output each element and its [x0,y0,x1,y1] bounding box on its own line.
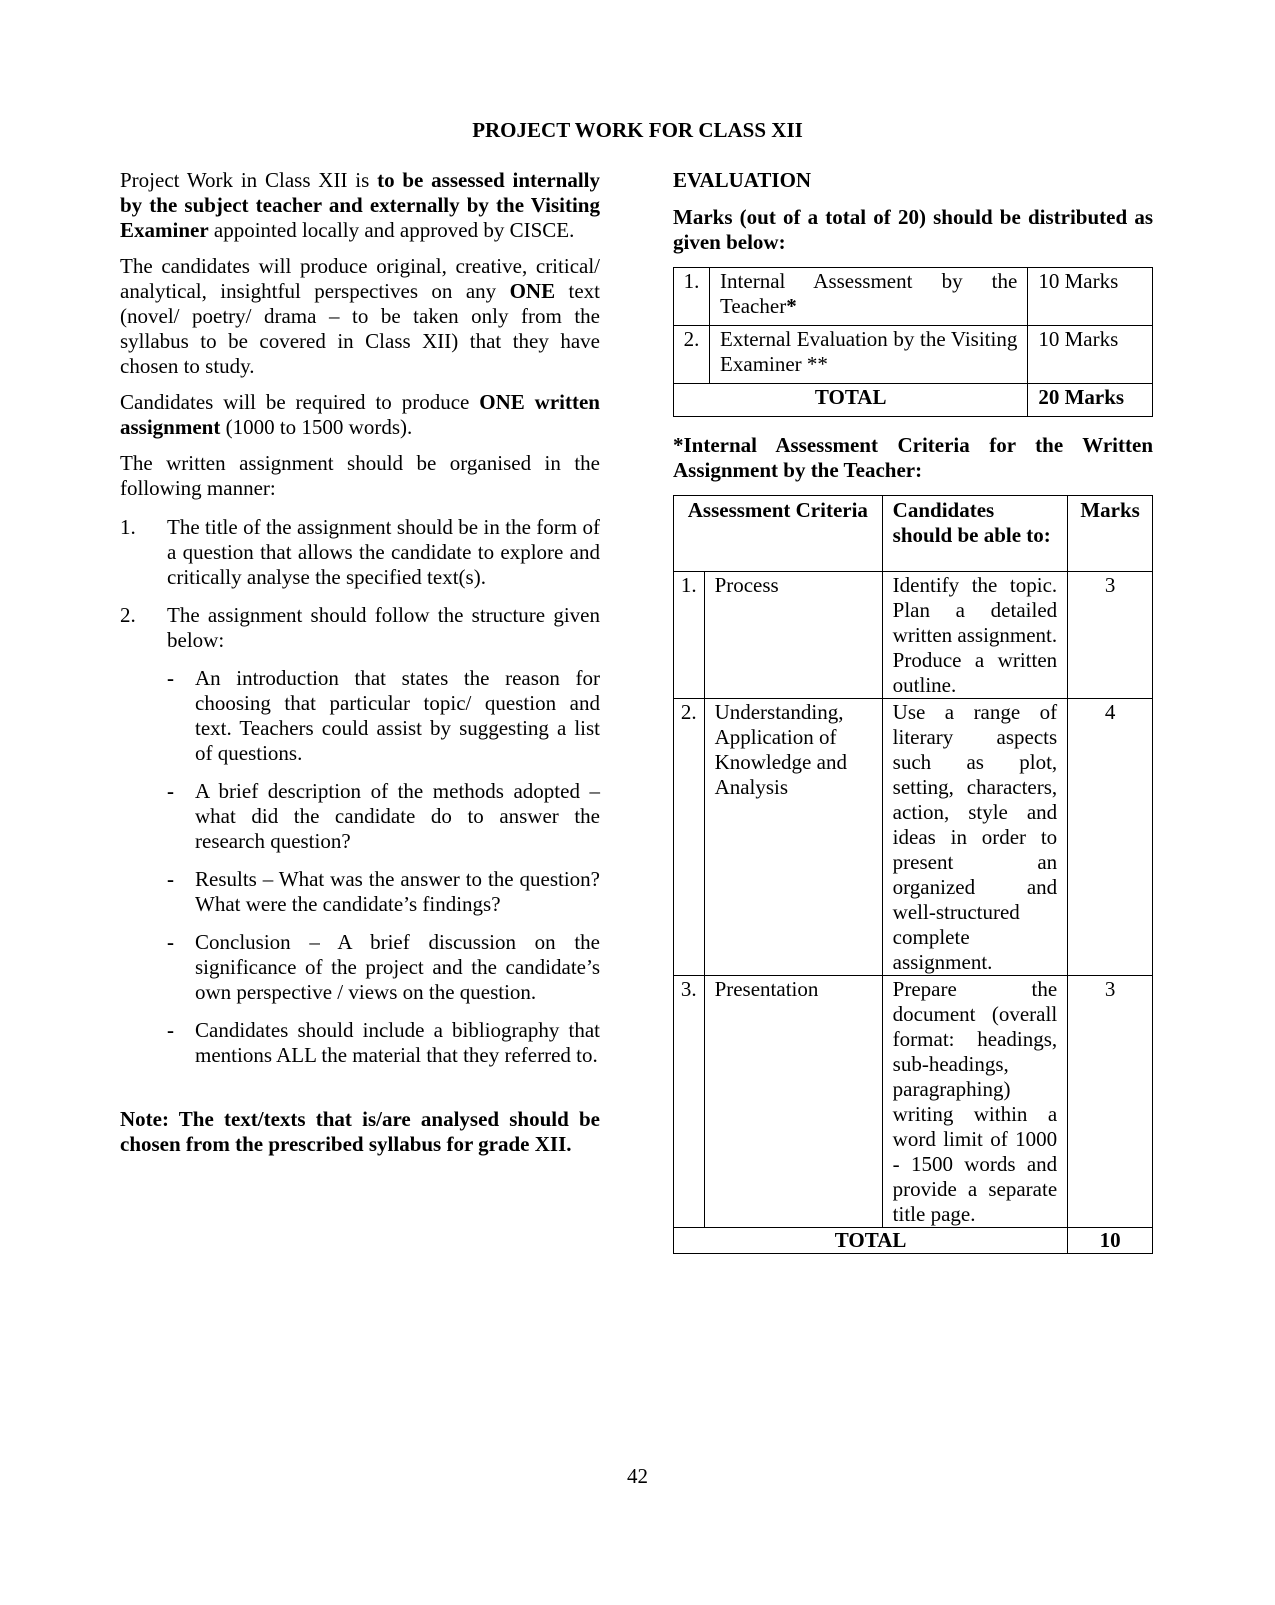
table-row: 2. External Evaluation by the Visiting Examiner ** 10 Marks [674,326,1153,384]
page-number: 42 [627,1464,648,1488]
table-total-row: TOTAL 20 Marks [674,384,1153,417]
right-column [673,168,1153,1254]
table-row: 3. Presentation Prepare the document (overall format: headings, sub-headings, paragraphing) writing within a word limit of 1000 - 1500 words and provide a separate title page. 3 [674,976,1153,1228]
dash-icon: - [167,867,174,891]
bullet-item: - Results – What was the answer to the question? What were the candidate’s findings? [167,867,600,916]
table-header-row: Assessment Criteria Candidates should be able to: Marks [674,496,1153,572]
left-column [120,168,600,1157]
syllabus-note: Note: The text/texts that is/are analysed should be chosen from the prescribed syllabus for grade XII. [120,1107,600,1156]
bullet-item: - An introduction that states the reason for choosing that particular topic/ question and text. Teachers could assist by suggesting a list of questions. [167,666,600,765]
intro-paragraph: Project Work in Class XII is to be assessed internally by the subject teacher and externally by the Visiting Examiner appointed locally and approved by CISCE. [120,168,600,242]
list-item: 1. The title of the assignment should be in the form of a question that allows the candidate to explore and critically analyse the specified text(s). [120,515,600,589]
evaluation-heading: EVALUATION [673,168,812,192]
marks-distribution-table [673,267,1153,417]
dash-icon: - [167,930,174,954]
dash-icon: - [167,1018,174,1042]
table-row: 1. Internal Assessment by the Teacher* 10 Marks [674,268,1153,326]
list-item: 2. The assignment should follow the structure given below: [120,603,600,652]
dash-icon: - [167,666,174,690]
perspectives-paragraph: The candidates will produce original, creative, critical/ analytical, insightful perspectives on any ONE text (novel/ poetry/ drama – to be taken only from the syllabus to be covered in Class XII) that they have chosen to study. [120,254,600,378]
bullet-item: - A brief description of the methods adopted – what did the candidate do to answer the research question? [167,779,600,853]
assignment-paragraph: Candidates will be required to produce ONE written assignment (1000 to 1500 words). [120,390,600,439]
organisation-paragraph: The written assignment should be organised in the following manner: [120,451,600,500]
table-row: 2. Understanding, Application of Knowledge and Analysis Use a range of literary aspects such as plot, setting, characters, action, style and ideas in order to present an organized and well-structured complete assignment. 4 [674,699,1153,976]
internal-assessment-heading: *Internal Assessment Criteria for the Written Assignment by the Teacher: [673,433,1153,482]
page-title: PROJECT WORK FOR CLASS XII [472,118,803,142]
numbered-list [120,515,600,653]
dash-icon: - [167,779,174,803]
assessment-criteria-table [673,495,1153,1254]
table-row: 1. Process Identify the topic. Plan a detailed written assignment. Produce a written outline. 3 [674,572,1153,699]
marks-distribution-heading: Marks (out of a total of 20) should be distributed as given below: [673,205,1153,254]
table-total-row: TOTAL 10 [674,1228,1153,1254]
structure-bullets [120,666,600,1068]
bullet-item: - Candidates should include a bibliography that mentions ALL the material that they referred to. [167,1018,600,1067]
bullet-item: - Conclusion – A brief discussion on the significance of the project and the candidate’s own perspective / views on the question. [167,930,600,1004]
